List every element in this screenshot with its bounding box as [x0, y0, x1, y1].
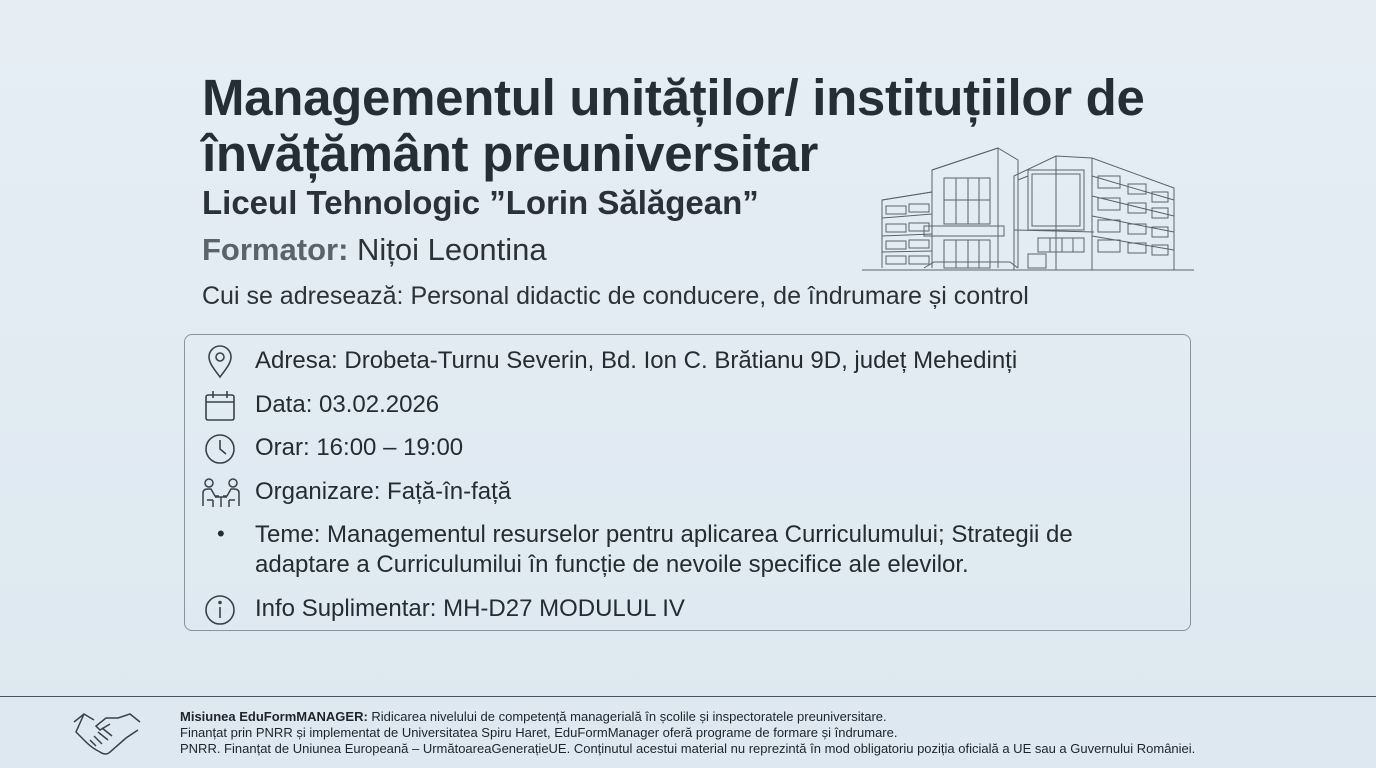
extra-info-text: Info Suplimentar: MH-D27 MODULUL IV: [255, 595, 685, 622]
clock-icon: [203, 432, 237, 466]
trainer-name: Nițoi Leontina: [357, 232, 547, 267]
footer-funding: Finanțat prin PNRR și implementat de Universitatea Spiru Haret, EduFormManager oferă programe de formare și îndrumare.: [180, 725, 898, 740]
calendar-icon: [203, 389, 237, 423]
handshake-icon: [72, 710, 142, 760]
school-name: Liceul Tehnologic ”Lorin Sălăgean”: [202, 184, 759, 221]
info-icon: [203, 593, 237, 627]
themes-text-line1: Teme: Managementul resurselor pentru aplicarea Curriculumului; Strategii de: [255, 521, 1073, 548]
footer-divider: [0, 696, 1376, 697]
date-text: Data: 03.02.2026: [255, 391, 440, 418]
schedule-text: Orar: 16:00 – 19:00: [255, 434, 464, 461]
mission-label: Misiunea EduFormMANAGER:: [180, 709, 368, 724]
trainer-line: [202, 232, 547, 268]
organization-text: Organizare: Față-în-față: [255, 478, 512, 505]
footer-text: [180, 709, 1195, 757]
location-pin-icon: [205, 345, 235, 379]
page-title: Managementul unităților/ instituțiilor de învățământ preuniversitar: [202, 69, 1145, 182]
themes-text-line2: adaptare a Curriculumilui în funcție de nevoile specifice ale elevilor.: [255, 551, 969, 578]
footer-disclaimer: PNRR. Finanțat de Uniunea Europeană – UrmătoareaGenerațieUE. Conținutul acestui material nu reprezintă în mod obligatoriu poziția oficială a UE sau a Guvernului României.: [180, 741, 1196, 756]
details-box: [184, 334, 1191, 631]
mission-text: Ridicarea nivelului de competență managerială în școlile și inspectoratele preuniversitare.: [367, 709, 887, 724]
address-text: Adresa: Drobeta-Turnu Severin, Bd. Ion C. Brătianu 9D, județ Mehedinți: [255, 347, 1018, 374]
footer-mission: [180, 709, 1195, 725]
bullet-icon: •: [217, 521, 225, 546]
meeting-people-icon: [199, 476, 243, 510]
school-building-illustration: [860, 140, 1196, 275]
target-audience: Cui se adresează: Personal didactic de conducere, de îndrumare și control: [202, 282, 1029, 310]
trainer-label: Formator:: [202, 232, 349, 267]
